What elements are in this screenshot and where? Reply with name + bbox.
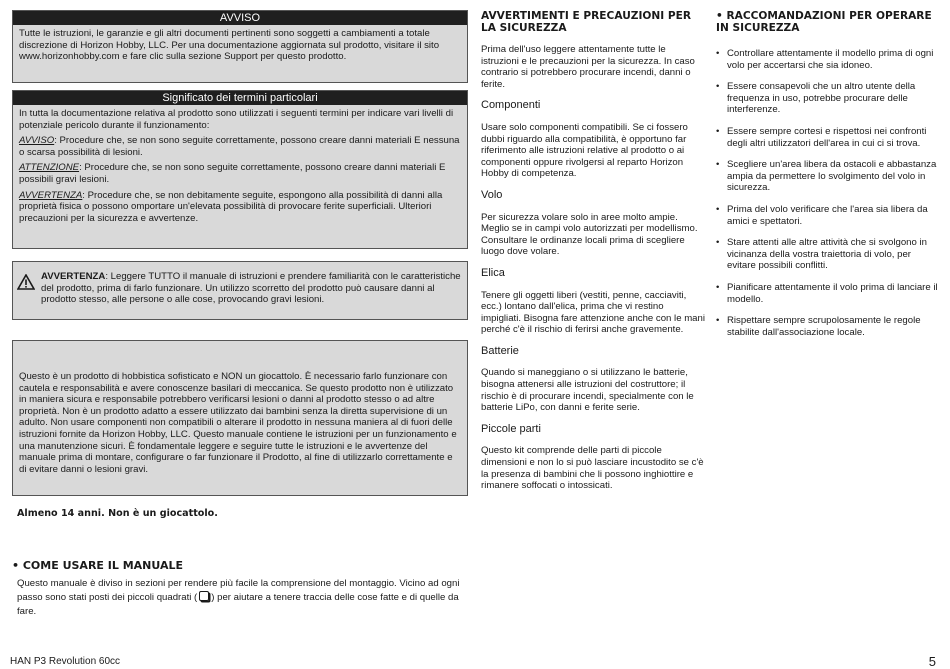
precaution-section <box>481 424 705 492</box>
warning-triangle-icon <box>17 274 35 290</box>
terms-body <box>13 105 467 231</box>
precaution-heading: Piccole parti <box>481 422 541 435</box>
precaution-heading: Volo <box>481 188 503 201</box>
precaution-section <box>481 190 705 258</box>
term-avvertenza <box>19 190 461 225</box>
avviso-text: Tutte le istruzioni, le garanzie e gli altri documenti pertinenti sono soggetti a cambiamenti a totale discrezione di Horizon Hobby, LLC. Per una documentazione aggiornata sul prodotto, visitare il sito www.horizonhobby.com e fare clic sulla sezione Support per questo prodotto. <box>19 28 440 63</box>
recommendations-title: • RACCOMANDAZIONI PER OPERARE IN SICUREZZA <box>716 10 932 34</box>
term-attenzione <box>19 162 461 185</box>
precaution-heading: Componenti <box>481 99 541 112</box>
precaution-text: Usare solo componenti compatibili. Se ci fossero dubbi riguardo alla compatibilità, è opportuno far riferimento alle istruzioni relative al prodotto o ai componenti oppure rivolgersi al reparto Horizon Hobby di competenza. <box>481 121 688 180</box>
recommendations-list <box>716 48 938 338</box>
term-attenzione-text: : Procedure che, se non sono seguite correttamente, possono creare danni materiali E possibili gravi lesioni. <box>19 162 446 185</box>
footer-model: HAN P3 Revolution 60cc <box>10 656 121 667</box>
warning-label: AVVERTENZA <box>41 271 106 282</box>
term-avvertenza-text: : Procedure che, se non debitamente seguite, espongono alla possibilità di danni alla proprietà fisica o possono omportare un'elevata possibilità di provocare ferite superficiali. Ulteriori precauzioni per la sicurezza e avvertenze. <box>19 189 443 224</box>
warning-body <box>13 262 467 306</box>
precaution-section <box>481 100 705 180</box>
warning-box <box>12 261 468 320</box>
manual-text-before: Questo manuale è diviso in sezioni per rendere più facile la comprensione del montaggio. Vicino ad ogni passo sono stati posti dei piccoli quadrati ( <box>17 578 460 603</box>
warning-text: : Leggere TUTTO il manuale di istruzioni e prendere familiarità con le caratteristiche del prodotto, prima di farlo funzionare. Un utilizzo scorretto del prodotto può causare danni al prodotto stesso, alle persone o alle cose, provocando gravi lesioni. <box>41 271 461 306</box>
precautions-title: AVVERTIMENTI E PRECAUZIONI PER LA SICUREZZA <box>481 10 692 34</box>
precautions-intro: Prima dell'uso leggere attentamente tutte le istruzioni e le precauzioni per la sicurezza. In caso contrario si potrebbero procurare incendi, danni o ferite. <box>481 44 695 90</box>
avviso-title: AVVISO <box>13 11 467 25</box>
hobby-box <box>12 340 468 496</box>
terms-box <box>12 90 468 249</box>
precaution-section <box>481 346 705 414</box>
list-item: • Stare attenti alle altre attività che si svolgono in vicinanza della vostra traiettoria di volo, per evitare possibili conflitti. <box>716 237 938 272</box>
page-number: 5 <box>928 654 936 669</box>
term-avviso-text: : Procedure che, se non sono seguite correttamente, possono creare danni materiali E nessuna o scarsa possibilità di lesioni. <box>19 135 460 158</box>
avviso-box <box>12 10 468 83</box>
terms-title: Significato dei termini particolari <box>13 91 467 105</box>
precautions-column <box>481 10 705 502</box>
precaution-heading: Batterie <box>481 344 519 357</box>
term-attenzione-label: ATTENZIONE <box>19 162 80 174</box>
checkbox-icon <box>199 591 209 601</box>
list-item: • Prima del volo verificare che l'area sia libera da amici e spettatori. <box>716 204 938 227</box>
list-item: • Scegliere un'area libera da ostacoli e abbastanza ampia da permettere lo svolgimento del volo in sicurezza. <box>716 159 938 194</box>
term-avviso-label: AVVISO <box>19 135 55 147</box>
list-item: • Essere sempre cortesi e rispettosi nei confronti degli altri utilizzatori dell'area in cui ci si trova. <box>716 126 938 149</box>
list-item: • Essere consapevoli che un altro utente della frequenza in uso, potrebbe procurare delle interferenze. <box>716 81 938 116</box>
precaution-text: Questo kit comprende delle parti di piccole dimensioni e non lo si può lasciare incustodito se c'è la presenza di bambini che li possono inghiottire e rimanere soffocati o intossicati. <box>481 445 704 492</box>
precaution-text: Quando si maneggiano o si utilizzano le batterie, bisogna attenersi alle istruzioni del costruttore; il rischio è di procurare incendi, specialmente con le batterie LiPo, con danni e ferite serie. <box>481 367 694 414</box>
precaution-heading: Elica <box>481 266 505 279</box>
precaution-text: Tenere gli oggetti liberi (vestiti, penne, cacciaviti, ecc.) lontano dall'elica, prima che vi restino impigliati. Bisogna fare attenzione anche con le mani perché c'è il rischio di ferirsi anche gravemente. <box>481 289 705 336</box>
precaution-text: Per sicurezza volare solo in aree molto ampie. Meglio se in campi volo autorizzati per modellismo. Consultare le ordinanze locali prima di scegliere luogo dove volare. <box>481 211 698 258</box>
age-note: Almeno 14 anni. Non è un giocattolo. <box>17 508 218 519</box>
list-item: • Pianificare attentamente il volo prima di lanciare il modello. <box>716 282 938 305</box>
manual-text-after: ) per aiutare a tenere traccia delle cose fatte e di quelle da fare. <box>17 592 459 617</box>
recommendations-column <box>716 10 938 348</box>
list-item: • Rispettare sempre scrupolosamente le regole stabilite dall'associazione locale. <box>716 315 938 338</box>
terms-intro: In tutta la documentazione relativa al prodotto sono utilizzati i seguenti termini per indicare vari livelli di potenziale pericolo durante il funzionamento: <box>19 108 454 131</box>
term-avviso <box>19 135 461 158</box>
hobby-text: Questo è un prodotto di hobbistica sofisticato e NON un giocattolo. È necessario farlo funzionare con cautela e responsabilità e avere conoscenze basilari di meccanica. Se questo prodotto non è utilizzato in maniera sicura e responsabile potrebbero verificarsi lesioni o danni al prodotto stesso o ad altre proprietà. Non è un prodotto adatto a essere utilizzato dai bambini senza la diretta supervisione di un adulto. Non usare componenti non compatibili o alterare il prodotto in nessuna maniera al di fuori delle istruzioni fornite da Horizon Hobby, LLC. Questo manuale contiene le istruzioni per un funzionamento e una manutenzione sicuri. È fondamentale leggere e seguire tutte le istruzioni e le avvertenze del manuale prima di montare, configurare o far funzionare il Prodotto, al fine di utilizzarlo correttamente e di evitare danni o lesioni gravi. <box>19 371 457 475</box>
manual-title: • COME USARE IL MANUALE <box>12 559 183 572</box>
manual-text <box>17 577 467 619</box>
list-item: • Controllare attentamente il modello prima di ogni volo per accertarsi che sia idoneo. <box>716 48 938 71</box>
term-avvertenza-label: AVVERTENZA <box>19 189 83 201</box>
precaution-section <box>481 268 705 336</box>
